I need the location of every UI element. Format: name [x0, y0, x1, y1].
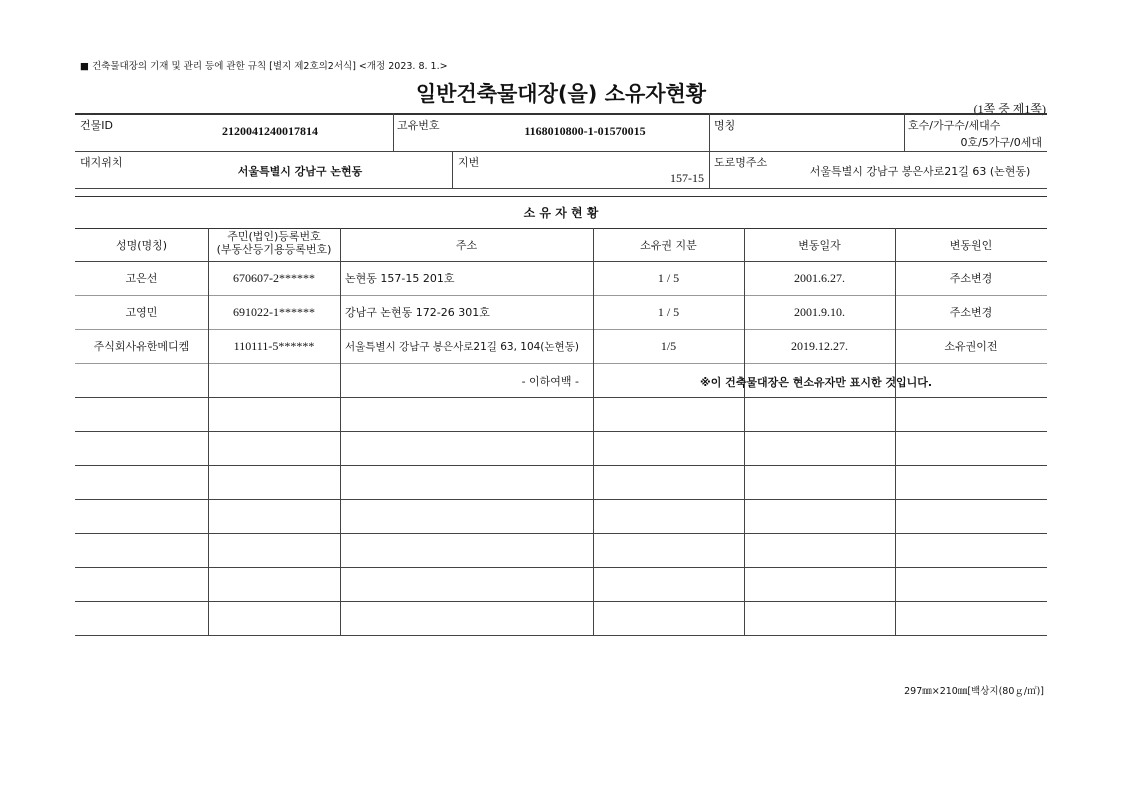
page-title: 일반건축물대장(을) 소유자현황: [415, 82, 707, 106]
section-title: 소 유 자 현 황: [523, 206, 599, 220]
page-info: (1쪽 중 제1쪽): [973, 102, 1046, 116]
name-label: 명칭: [714, 119, 736, 132]
owner-row-3-reg-no: 110111-5******: [233, 338, 315, 353]
owner-row-2-reg-no: 691022-1******: [233, 304, 315, 319]
col-header-reason: 변동원인: [949, 238, 993, 252]
owner-row-2-name: 고영민: [125, 306, 158, 319]
owner-row-3-date: 2019.12.27.: [791, 338, 848, 353]
owner-row-2-reason: 주소변경: [949, 306, 993, 319]
owner-row-1-date: 2001.6.27.: [794, 270, 845, 285]
site-label: 대지위치: [80, 156, 123, 169]
unique-no-label: 고유번호: [397, 119, 440, 132]
owner-row-3-reason: 소유권이전: [944, 340, 998, 353]
end-marker: - 이하여백 -: [521, 375, 579, 388]
units-label: 호수/가구수/세대수: [908, 119, 1001, 132]
col-header-date: 변동일자: [798, 238, 841, 252]
lot-value: 157-15: [670, 171, 704, 185]
owner-row-3-share: 1/5: [660, 338, 677, 353]
owner-row-1-address: 논현동 157-15 201호: [345, 272, 455, 285]
col-header-share: 소유권 지분: [640, 238, 697, 252]
owner-row-2-date: 2001.9.10.: [794, 304, 845, 319]
col-header-name: 성명(명칭): [115, 238, 168, 252]
lot-label: 지번: [458, 156, 480, 169]
owner-row-2-address: 강남구 논현동 172-26 301호: [345, 306, 490, 319]
owner-row-2-share: 1 / 5: [657, 304, 680, 319]
road-address-value: 서울특별시 강남구 봉은사로21길 63 (논현동): [809, 165, 1031, 178]
unique-no-value: 1168010800-1-01570015: [524, 124, 646, 138]
current-owner-note: ※이 건축물대장은 현소유자만 표시한 것입니다.: [700, 376, 933, 389]
regulation-note: ■ 건축물대장의 기재 및 관리 등에 관한 규칙 [별지 제2호의2서식] <개정 2023. 8. 1.>: [80, 61, 448, 72]
owner-row-1-share: 1 / 5: [657, 270, 680, 285]
units-value: 0호/5가구/0세대: [960, 136, 1042, 149]
owner-row-1-reg-no: 670607-2******: [233, 270, 315, 285]
building-id-value: 2120041240017814: [222, 124, 318, 138]
col-header-address: 주소: [455, 238, 478, 252]
site-value: 서울특별시 강남구 논현동: [237, 165, 363, 178]
col-header-reg-no: [208, 230, 340, 256]
col-header-reg-no-line2: (부동산등기용등록번호): [216, 243, 332, 256]
col-header-reg-no-line1: 주민(법인)등록번호: [227, 230, 321, 243]
owner-row-1-reason: 주소변경: [949, 272, 993, 285]
owner-row-3-name: 주식회사유한메디켐: [93, 340, 190, 353]
owner-row-3-address: 서울특별시 강남구 봉은사로21길 63, 104(논현동): [345, 340, 579, 353]
owner-row-1-name: 고은선: [125, 272, 158, 285]
building-id-label: 건물ID: [80, 119, 113, 132]
road-address-label: 도로명주소: [714, 156, 768, 169]
paper-spec: 297㎜×210㎜[백상지(80ｇ/㎡)]: [904, 686, 1044, 697]
